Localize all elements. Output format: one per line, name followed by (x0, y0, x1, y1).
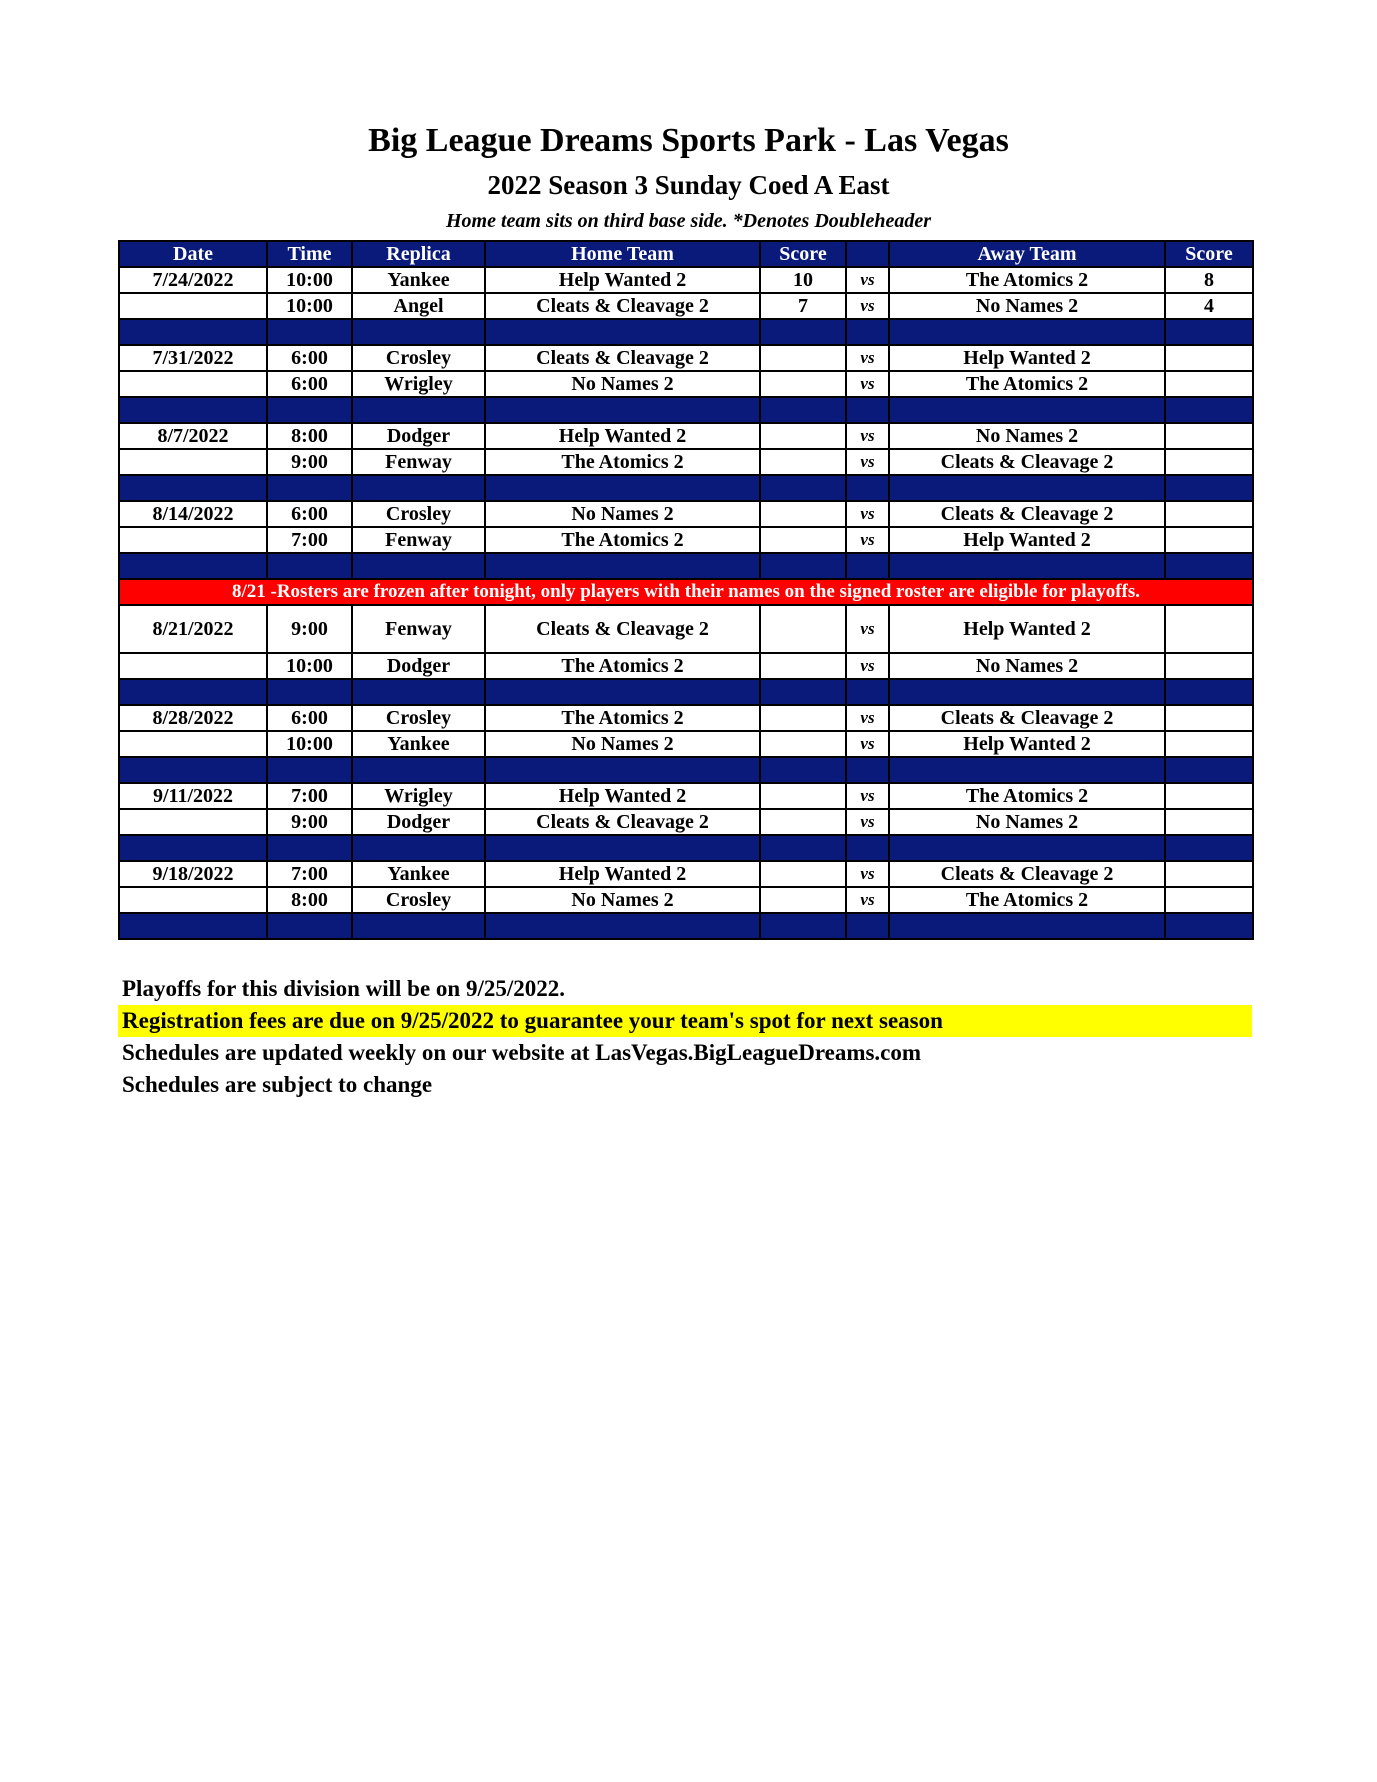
date-cell: 7/31/2022 (119, 345, 267, 371)
spacer-cell (889, 397, 1165, 423)
replica-cell: Dodger (352, 653, 485, 679)
spacer-cell (760, 757, 846, 783)
spacer-cell (846, 553, 889, 579)
spacer-cell (485, 475, 760, 501)
game-row (119, 783, 1253, 809)
away-team-cell: Cleats & Cleavage 2 (889, 705, 1165, 731)
game-row (119, 527, 1253, 553)
home-team-cell: Cleats & Cleavage 2 (485, 809, 760, 835)
registration-note: Registration fees are due on 9/25/2022 to guarantee your team's spot for next season (118, 1005, 1252, 1037)
away-team-cell: The Atomics 2 (889, 267, 1165, 293)
replica-cell: Crosley (352, 345, 485, 371)
spacer-row (119, 913, 1253, 939)
spacer-cell (267, 913, 352, 939)
date-cell (119, 449, 267, 475)
home-score-cell (760, 449, 846, 475)
away-score-cell (1165, 887, 1253, 913)
spacer-cell (1165, 319, 1253, 345)
game-row (119, 731, 1253, 757)
home-score-cell (760, 783, 846, 809)
time-cell: 9:00 (267, 605, 352, 653)
col-time: Time (267, 241, 352, 267)
away-team-cell: The Atomics 2 (889, 783, 1165, 809)
vs-cell: vs (846, 605, 889, 653)
time-cell: 7:00 (267, 783, 352, 809)
home-team-cell: Help Wanted 2 (485, 267, 760, 293)
spacer-cell (889, 475, 1165, 501)
spacer-cell (352, 319, 485, 345)
away-team-cell: Help Wanted 2 (889, 345, 1165, 371)
home-team-cell: Help Wanted 2 (485, 783, 760, 809)
time-cell: 7:00 (267, 527, 352, 553)
spacer-cell (119, 319, 267, 345)
col-replica: Replica (352, 241, 485, 267)
col-away-score: Score (1165, 241, 1253, 267)
time-cell: 10:00 (267, 653, 352, 679)
away-score-cell: 4 (1165, 293, 1253, 319)
vs-cell: vs (846, 705, 889, 731)
spacer-cell (352, 679, 485, 705)
spacer-cell (760, 397, 846, 423)
spacer-cell (267, 757, 352, 783)
spacer-cell (760, 913, 846, 939)
date-cell (119, 809, 267, 835)
away-team-cell: Cleats & Cleavage 2 (889, 501, 1165, 527)
spacer-cell (760, 835, 846, 861)
vs-cell: vs (846, 423, 889, 449)
vs-cell: vs (846, 653, 889, 679)
vs-cell: vs (846, 501, 889, 527)
playoffs-note: Playoffs for this division will be on 9/25/2022. (122, 976, 566, 1001)
home-score-cell (760, 371, 846, 397)
spacer-cell (267, 835, 352, 861)
spacer-cell (485, 397, 760, 423)
replica-cell: Dodger (352, 423, 485, 449)
date-cell: 8/7/2022 (119, 423, 267, 449)
spacer-cell (119, 757, 267, 783)
home-team-cell: The Atomics 2 (485, 449, 760, 475)
spacer-cell (846, 475, 889, 501)
spacer-cell (889, 679, 1165, 705)
spacer-cell (267, 319, 352, 345)
spacer-cell (485, 835, 760, 861)
replica-cell: Yankee (352, 861, 485, 887)
spacer-cell (1165, 475, 1253, 501)
time-cell: 9:00 (267, 809, 352, 835)
away-score-cell (1165, 861, 1253, 887)
time-cell: 10:00 (267, 267, 352, 293)
date-cell (119, 527, 267, 553)
game-row (119, 371, 1253, 397)
home-score-cell: 10 (760, 267, 846, 293)
schedule-body (119, 267, 1253, 939)
spacer-row (119, 679, 1253, 705)
spacer-cell (846, 397, 889, 423)
home-team-note: Home team sits on third base side. *Denotes Doubleheader (446, 210, 931, 232)
spacer-cell (352, 397, 485, 423)
home-team-cell: The Atomics 2 (485, 527, 760, 553)
spacer-cell (352, 757, 485, 783)
game-row (119, 267, 1253, 293)
game-row (119, 653, 1253, 679)
time-cell: 8:00 (267, 887, 352, 913)
date-cell: 9/11/2022 (119, 783, 267, 809)
date-cell: 8/21/2022 (119, 605, 267, 653)
vs-cell: vs (846, 449, 889, 475)
time-cell: 6:00 (267, 705, 352, 731)
col-date: Date (119, 241, 267, 267)
date-cell (119, 293, 267, 319)
date-cell (119, 371, 267, 397)
away-team-cell: No Names 2 (889, 423, 1165, 449)
away-score-cell (1165, 605, 1253, 653)
date-cell: 8/14/2022 (119, 501, 267, 527)
away-team-cell: The Atomics 2 (889, 371, 1165, 397)
spacer-cell (760, 475, 846, 501)
away-team-cell: Help Wanted 2 (889, 605, 1165, 653)
home-score-cell (760, 605, 846, 653)
home-score-cell (760, 809, 846, 835)
home-score-cell (760, 423, 846, 449)
away-score-cell: 8 (1165, 267, 1253, 293)
spacer-cell (267, 475, 352, 501)
spacer-cell (1165, 553, 1253, 579)
away-score-cell (1165, 705, 1253, 731)
spacer-cell (889, 835, 1165, 861)
spacer-row (119, 475, 1253, 501)
game-row (119, 861, 1253, 887)
col-home-score: Score (760, 241, 846, 267)
game-row (119, 423, 1253, 449)
away-score-cell (1165, 371, 1253, 397)
home-team-cell: Help Wanted 2 (485, 861, 760, 887)
spacer-cell (846, 679, 889, 705)
roster-notice: 8/21 -Rosters are frozen after tonight, only players with their names on the signed roster are eligible for playoffs. (119, 579, 1253, 605)
page-subtitle: 2022 Season 3 Sunday Coed A East (487, 170, 890, 200)
home-team-cell: No Names 2 (485, 731, 760, 757)
time-cell: 6:00 (267, 371, 352, 397)
roster-notice-row (119, 579, 1253, 605)
away-team-cell: Help Wanted 2 (889, 527, 1165, 553)
game-row (119, 293, 1253, 319)
vs-cell: vs (846, 887, 889, 913)
spacer-cell (1165, 397, 1253, 423)
vs-cell: vs (846, 345, 889, 371)
replica-cell: Fenway (352, 527, 485, 553)
away-team-cell: The Atomics 2 (889, 887, 1165, 913)
spacer-cell (352, 913, 485, 939)
replica-cell: Crosley (352, 501, 485, 527)
home-score-cell (760, 705, 846, 731)
spacer-cell (846, 319, 889, 345)
website-note: Schedules are updated weekly on our website at LasVegas.BigLeagueDreams.com (122, 1040, 922, 1065)
home-team-cell: Cleats & Cleavage 2 (485, 605, 760, 653)
spacer-cell (119, 397, 267, 423)
home-score-cell (760, 501, 846, 527)
away-score-cell (1165, 423, 1253, 449)
home-team-cell: No Names 2 (485, 501, 760, 527)
vs-cell: vs (846, 267, 889, 293)
away-team-cell: No Names 2 (889, 653, 1165, 679)
replica-cell: Yankee (352, 731, 485, 757)
spacer-cell (1165, 757, 1253, 783)
date-cell: 8/28/2022 (119, 705, 267, 731)
home-score-cell (760, 861, 846, 887)
home-team-cell: No Names 2 (485, 887, 760, 913)
spacer-cell (846, 913, 889, 939)
away-team-cell: Help Wanted 2 (889, 731, 1165, 757)
spacer-row (119, 397, 1253, 423)
away-score-cell (1165, 653, 1253, 679)
spacer-cell (485, 679, 760, 705)
spacer-cell (119, 835, 267, 861)
vs-cell: vs (846, 731, 889, 757)
vs-cell: vs (846, 783, 889, 809)
col-away-team: Away Team (889, 241, 1165, 267)
date-cell (119, 731, 267, 757)
game-row (119, 501, 1253, 527)
time-cell: 6:00 (267, 345, 352, 371)
spacer-cell (760, 679, 846, 705)
spacer-cell (352, 553, 485, 579)
col-home-team: Home Team (485, 241, 760, 267)
spacer-cell (119, 679, 267, 705)
spacer-cell (485, 757, 760, 783)
header-row (119, 241, 1253, 267)
home-team-cell: Cleats & Cleavage 2 (485, 293, 760, 319)
spacer-cell (846, 757, 889, 783)
home-team-cell: No Names 2 (485, 371, 760, 397)
vs-cell: vs (846, 527, 889, 553)
spacer-cell (1165, 835, 1253, 861)
date-cell: 9/18/2022 (119, 861, 267, 887)
page-title: Big League Dreams Sports Park - Las Vegas (368, 122, 1009, 159)
change-note: Schedules are subject to change (122, 1072, 433, 1097)
spacer-cell (119, 913, 267, 939)
home-score-cell (760, 887, 846, 913)
home-score-cell (760, 731, 846, 757)
time-cell: 7:00 (267, 861, 352, 887)
spacer-cell (1165, 913, 1253, 939)
game-row (119, 605, 1253, 653)
spacer-cell (1165, 679, 1253, 705)
replica-cell: Crosley (352, 705, 485, 731)
away-score-cell (1165, 449, 1253, 475)
vs-cell: vs (846, 293, 889, 319)
away-score-cell (1165, 809, 1253, 835)
spacer-cell (352, 835, 485, 861)
spacer-cell (889, 553, 1165, 579)
vs-cell: vs (846, 371, 889, 397)
away-team-cell: Cleats & Cleavage 2 (889, 449, 1165, 475)
away-score-cell (1165, 345, 1253, 371)
spacer-cell (760, 319, 846, 345)
game-row (119, 809, 1253, 835)
vs-cell: vs (846, 809, 889, 835)
time-cell: 9:00 (267, 449, 352, 475)
time-cell: 10:00 (267, 293, 352, 319)
date-cell (119, 653, 267, 679)
replica-cell: Wrigley (352, 783, 485, 809)
replica-cell: Angel (352, 293, 485, 319)
spacer-row (119, 757, 1253, 783)
game-row (119, 887, 1253, 913)
spacer-cell (485, 913, 760, 939)
vs-cell: vs (846, 861, 889, 887)
away-score-cell (1165, 783, 1253, 809)
spacer-cell (267, 553, 352, 579)
away-team-cell: No Names 2 (889, 809, 1165, 835)
spacer-cell (889, 319, 1165, 345)
replica-cell: Fenway (352, 605, 485, 653)
home-team-cell: Cleats & Cleavage 2 (485, 345, 760, 371)
spacer-cell (267, 397, 352, 423)
replica-cell: Crosley (352, 887, 485, 913)
home-team-cell: The Atomics 2 (485, 705, 760, 731)
replica-cell: Wrigley (352, 371, 485, 397)
time-cell: 8:00 (267, 423, 352, 449)
away-team-cell: No Names 2 (889, 293, 1165, 319)
away-score-cell (1165, 527, 1253, 553)
replica-cell: Fenway (352, 449, 485, 475)
spacer-row (119, 553, 1253, 579)
date-cell: 7/24/2022 (119, 267, 267, 293)
schedule-table (118, 240, 1254, 940)
away-score-cell (1165, 731, 1253, 757)
spacer-cell (119, 475, 267, 501)
spacer-cell (485, 553, 760, 579)
time-cell: 10:00 (267, 731, 352, 757)
col-vs (846, 241, 889, 267)
home-score-cell (760, 345, 846, 371)
away-score-cell (1165, 501, 1253, 527)
home-team-cell: The Atomics 2 (485, 653, 760, 679)
spacer-cell (267, 679, 352, 705)
footer-notes (118, 973, 1252, 1101)
game-row (119, 449, 1253, 475)
spacer-cell (485, 319, 760, 345)
spacer-cell (889, 757, 1165, 783)
replica-cell: Dodger (352, 809, 485, 835)
spacer-cell (119, 553, 267, 579)
time-cell: 6:00 (267, 501, 352, 527)
home-score-cell (760, 653, 846, 679)
spacer-cell (352, 475, 485, 501)
home-score-cell: 7 (760, 293, 846, 319)
spacer-row (119, 319, 1253, 345)
spacer-row (119, 835, 1253, 861)
game-row (119, 345, 1253, 371)
replica-cell: Yankee (352, 267, 485, 293)
home-score-cell (760, 527, 846, 553)
spacer-cell (760, 553, 846, 579)
away-team-cell: Cleats & Cleavage 2 (889, 861, 1165, 887)
spacer-cell (889, 913, 1165, 939)
date-cell (119, 887, 267, 913)
game-row (119, 705, 1253, 731)
spacer-cell (846, 835, 889, 861)
home-team-cell: Help Wanted 2 (485, 423, 760, 449)
